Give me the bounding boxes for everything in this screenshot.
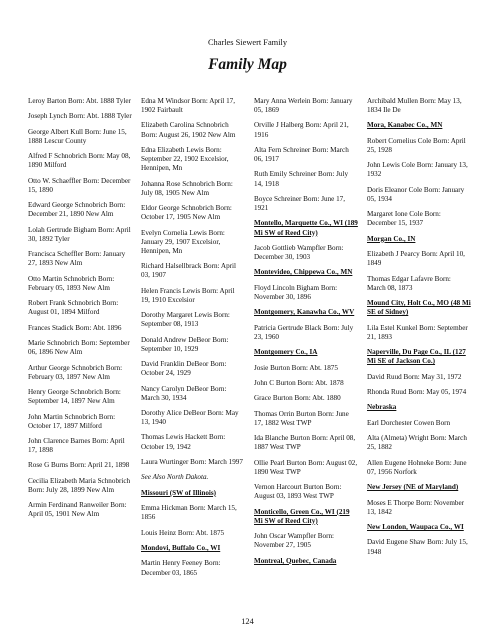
person-entry: Earl Dorchester Cowen Born (367, 418, 451, 427)
person-entry: Henry George Schnobrich Born: September 14, 1897 New Alm (28, 388, 121, 406)
person-entry: Grace Burton Born: Abt. 1880 (254, 394, 341, 403)
person-entry: David Franklin DeBeor Born: October 24, 1929 (141, 360, 227, 378)
person-entry: David Eugene Shaw Born: July 15, 1948 (367, 538, 468, 556)
person-entry: Donald Andrew DeBeor Born: September 10, 1929 (141, 335, 229, 353)
person-entry: Lolah Gertrude Bigham Born: April 30, 1892 Tyler (28, 225, 131, 243)
place-heading: Montello, Marquette Co., WI (189 Mi SW of Reed City) (254, 219, 358, 237)
person-entry: Ollie Pearl Burton Born: August 02, 1890 West TWP (254, 458, 358, 476)
person-entry: Robert Cornelius Cole Born: April 25, 1928 (367, 136, 466, 154)
person-entry: Margaret Ione Cole Born: December 15, 1937 (367, 210, 441, 228)
running-header: Charles Siewert Family (207, 38, 288, 47)
person-entry: Edna Elizabeth Lewis Born: September 22, 1902 Excelsior, Hennipen, Mn (141, 145, 229, 173)
family-map-columns (28, 97, 476, 612)
place-heading: Mora, Kanabec Co., MN (367, 121, 443, 130)
place-heading: New London, Waupaca Co., WI (367, 523, 464, 532)
person-entry: Ruth Emily Schreiner Born: July 14, 1918 (254, 170, 349, 188)
place-heading: Mound City, Holt Co., MO (48 Mi SE of Sidney) (367, 299, 471, 317)
person-entry: Martin Henry Feeney Born: December 03, 1865 (141, 559, 221, 577)
person-entry: Arthur George Schnobrich Born: February 03, 1897 New Alm (28, 363, 123, 381)
person-entry: Floyd Lincoln Bigham Born: November 30, 1896 (254, 283, 338, 301)
place-heading: Montgomery Co., IA (254, 348, 318, 357)
person-entry: Alta (Almeta) Wright Born: March 25, 1882 (367, 434, 467, 452)
person-entry: Thomas Orrin Burton Born: June 17, 1882 West TWP (254, 409, 349, 427)
person-entry: Archibald Mullen Born: May 13, 1834 Ile De (367, 97, 462, 115)
person-entry: Mary Anna Werlein Born: January 05, 1869 (254, 97, 353, 115)
person-entry: Ida Blanche Burton Born: April 08, 1887 West TWP (254, 434, 356, 452)
person-entry: Eldor George Schnobrich Born: October 17, 1905 New Alm (141, 204, 232, 222)
person-entry: Marie Schnobrich Born: September 06, 1896 New Alm (28, 339, 130, 357)
column-2 (141, 97, 245, 584)
place-heading: Mondovi, Buffalo Co., WI (141, 544, 221, 553)
person-entry: Allen Eugene Hohneke Born: June 07, 1956 Norfork (367, 458, 467, 476)
person-entry: Jacob Gottlieb Wampfler Born: December 30, 1903 (254, 243, 344, 261)
person-entry: Emma Hickman Born: March 15, 1856 (141, 504, 237, 522)
person-entry: Rose G Burns Born: April 21, 1898 (28, 461, 130, 470)
person-entry: Otto Martin Schnobrich Born: February 05, 1893 New Alm (28, 274, 115, 292)
person-entry: Francisca Scheffler Born: January 27, 1893 New Alm (28, 250, 126, 268)
column-4 (367, 97, 471, 563)
person-entry: Boyce Schreiner Born: June 17, 1921 (254, 194, 346, 213)
person-entry: Rhonda Ruud Born: May 05, 1974 (367, 388, 467, 397)
page-number: 124 (241, 617, 254, 626)
column-3 (254, 97, 358, 572)
person-entry: Alta Fern Schreiner Born: March 06, 1917 (254, 145, 349, 164)
note-text: See Also North Dakota. (141, 473, 209, 482)
place-heading: Missouri (SW of Illinois) (141, 488, 217, 497)
person-entry: John Clarence Barnes Born: April 17, 1898 (28, 436, 125, 455)
person-entry: Lila Estel Kunkel Born: September 21, 1893 (367, 323, 468, 341)
column-1 (28, 97, 132, 526)
person-entry: Frances Stadick Born: Abt. 1896 (28, 323, 122, 332)
place-heading: Montevideo, Chippewa Co., MN (254, 268, 353, 277)
person-entry: Thomas Edgar Lafavre Born: March 08, 1873 (367, 274, 451, 292)
place-heading: Naperville, Du Page Co., IL (127 Mi SE of Jackson Co.) (367, 348, 466, 366)
person-entry: Moses E Thorpe Born: November 13, 1842 (367, 498, 465, 516)
person-entry: Richard Halsellbrack Born: April 03, 1907 (141, 262, 236, 280)
place-heading: Montreal, Quebec, Canada (254, 556, 337, 565)
person-entry: Edward George Schnobrich Born: December 21, 1890 New Alm (28, 201, 126, 219)
person-entry: Johanna Rose Schnobrich Born: July 08, 1905 New Alm (141, 179, 233, 197)
person-entry: David Ruud Born: May 31, 1972 (367, 372, 462, 381)
place-heading: Nebraska (367, 403, 397, 412)
person-entry: Orville J Halberg Born: April 21, 1916 (254, 121, 349, 139)
place-heading: Monticello, Green Co., WI (219 Mi SW of Reed City) (254, 507, 350, 525)
place-heading: Montgomery, Kanawha Co., WV (254, 308, 355, 317)
person-entry: Alfred F Schnobrich Born: May 08, 1890 Milford (28, 152, 131, 170)
person-entry: Elizabeth J Pearcy Born: April 10, 1849 (367, 250, 465, 268)
person-entry: Dorothy Margaret Lewis Born: September 08, 1913 (141, 311, 230, 329)
person-entry: Nancy Carolyn DeBeor Born: March 30, 1934 (141, 384, 227, 402)
person-entry: Armin Ferdinand Ranweiler Born: April 05, 1901 New Alm (28, 501, 127, 519)
person-entry: Leroy Barton Born: Abt. 1888 Tyler (28, 97, 131, 105)
person-entry: Patricia Gertrude Black Born: July 23, 1960 (254, 323, 354, 341)
person-entry: Louis Heinz Born: Abt. 1875 (141, 528, 225, 537)
person-entry: John Oscar Wampfler Born: November 27, 1905 (254, 532, 335, 550)
person-entry: John Martin Schnobrich Born: October 17, 1897 Milford (28, 412, 116, 430)
person-entry: Thomas Lewis Hackett Born: October 19, 1942 (141, 433, 226, 451)
person-entry: John Lewis Cole Born: January 13, 1932 (367, 161, 468, 179)
person-entry: Edna M Windsor Born: April 17, 1902 Fairbault (141, 97, 235, 115)
person-entry: Otto W. Schaeffler Born: December 15, 1890 (28, 176, 131, 194)
person-entry: Vernon Harcourt Burton Born: August 03, 1893 West TWP (254, 483, 342, 501)
person-entry: Elizabeth Carolina Schnobrich Born: August 26, 1902 New Alm (141, 121, 236, 139)
person-entry: Helen Francis Lewis Born: April 19, 1910 Excelsior (141, 286, 235, 304)
person-entry: Laura Wurtinger Born: March 1997 (141, 457, 243, 466)
place-heading: New Jersey (NE of Maryland) (367, 483, 459, 492)
person-entry: Cecilia Elizabeth Maria Schnobrich Born: July 28, 1899 New Alm (28, 476, 131, 494)
person-entry: Dorothy Alice DeBeor Born: May 13, 1940 (141, 409, 239, 427)
person-entry: Doris Eleanor Cole Born: January 05, 1934 (367, 185, 465, 203)
person-entry: George Albert Kull Born: June 15, 1888 Lescur County (28, 127, 127, 145)
person-entry: Robert Frank Schnobrich Born: August 01, 1894 Milford (28, 299, 119, 317)
page-title: Family Map (208, 56, 287, 73)
person-entry: Josie Burton Born: Abt. 1875 (254, 363, 338, 372)
person-entry: Evelyn Cornelia Lewis Born: January 29, 1907 Excelsior, Hennipen, Mn (141, 228, 225, 255)
person-entry: John C Burton Born: Abt. 1878 (254, 378, 344, 387)
place-heading: Morgan Co., IN (367, 234, 416, 243)
person-entry: Joseph Lynch Born: Abt. 1888 Tyler (28, 112, 132, 121)
